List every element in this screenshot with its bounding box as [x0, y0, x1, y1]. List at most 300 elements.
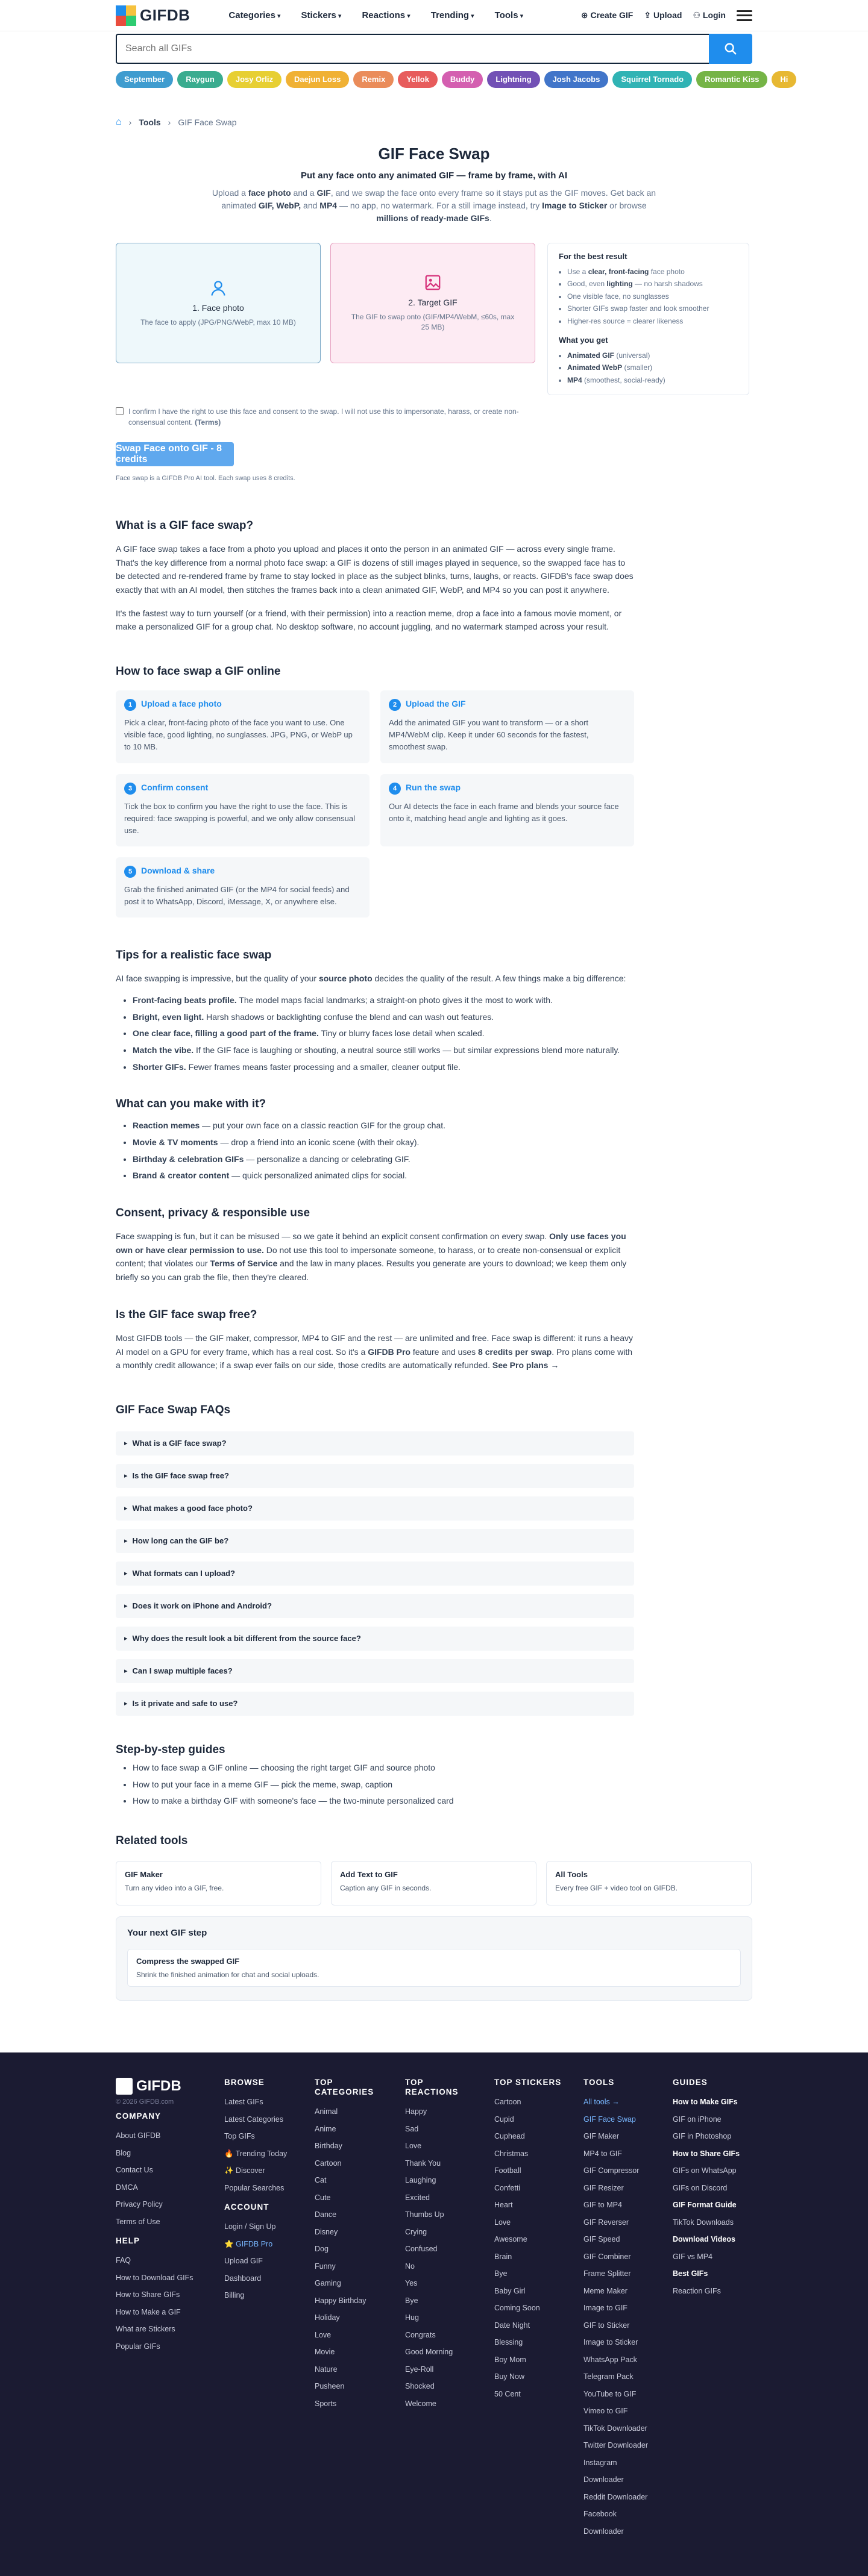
footer-link[interactable]: Popular Searches	[224, 2183, 285, 2192]
related-tool-card[interactable]	[546, 1861, 752, 1905]
plus-circle-icon: ⊕	[580, 10, 588, 20]
guides-heading: Step-by-step guides	[116, 1743, 225, 1756]
footer-link[interactable]: Bye	[405, 2296, 418, 2305]
free-paragraph	[116, 1331, 634, 1372]
footer-heading: BROWSE	[224, 2077, 265, 2087]
footer-link[interactable]: How to Share GIFs	[116, 2290, 180, 2299]
footer-link[interactable]: How to Share GIFs	[673, 2149, 740, 2158]
footer-link[interactable]: GIF Resizer	[583, 2183, 624, 2192]
step-header	[389, 699, 626, 711]
step-header	[124, 783, 361, 795]
footer-link[interactable]: Cuphead	[494, 2132, 525, 2141]
list-item-bold: Brand & creator content	[133, 1171, 230, 1181]
page-intro	[205, 187, 663, 225]
step-desc: Our AI detects the face in each frame and blends your source face onto it, matching head angle and lighting as it goes.	[389, 801, 619, 823]
footer-link[interactable]: Image to GIF	[583, 2304, 627, 2313]
footer-link[interactable]: Happy	[405, 2107, 427, 2116]
footer-link[interactable]: TikTok Downloader	[583, 2424, 647, 2433]
footer-link[interactable]: Cartoon	[315, 2159, 342, 2168]
consent-paragraph	[116, 1230, 634, 1284]
footer-link[interactable]: Twitter Downloader	[583, 2441, 648, 2450]
footer-link[interactable]: Sad	[405, 2124, 419, 2133]
footer-link[interactable]: Blessing	[494, 2338, 523, 2347]
footer-heading: GUIDES	[673, 2077, 708, 2087]
howto-step	[380, 690, 634, 763]
footer-columns	[116, 2078, 752, 2540]
trending-tag[interactable]: Squirrel Tornado	[612, 71, 692, 88]
list-item	[133, 1061, 634, 1074]
footer-link[interactable]: GIF to MP4	[583, 2201, 622, 2210]
list-item	[133, 1044, 634, 1057]
footer-link[interactable]: Date Night	[494, 2321, 530, 2330]
faq-item[interactable]: ▸ Is it private and safe to use?	[116, 1692, 634, 1716]
breadcrumb	[116, 117, 752, 128]
related-tool-desc: Every free GIF + video tool on GIFDB.	[555, 1883, 678, 1892]
footer-link[interactable]: GIF Face Swap	[583, 2115, 636, 2124]
list-item-bold: Match the vibe.	[133, 1045, 194, 1055]
footer-link[interactable]: Awesome	[494, 2235, 527, 2244]
tips-list	[116, 994, 634, 1074]
footer-link[interactable]: Baby Girl	[494, 2286, 526, 2295]
footer-link[interactable]: GIF Speed	[583, 2235, 620, 2244]
list-item	[133, 1119, 634, 1133]
footer-link[interactable]: Meme Maker	[583, 2286, 627, 2295]
footer-link[interactable]: Crying	[405, 2227, 427, 2236]
step-title: Run the swap	[406, 782, 461, 792]
consent-para-text: and the law in many places. Results you generate are yours to download; we keep them only briefly so you can grab the file, then they're cleared.	[116, 1258, 627, 1283]
footer-link[interactable]: Gaming	[315, 2279, 341, 2288]
output-format-item	[567, 374, 738, 386]
footer-link[interactable]: Disney	[315, 2227, 338, 2236]
footer-link[interactable]: Good Morning	[405, 2348, 453, 2357]
free-heading: Is the GIF face swap free?	[116, 1308, 257, 1321]
footer-link[interactable]: Eye-Roll	[405, 2365, 434, 2374]
consent-para-text: Face swapping is fun, but it can be misused — so we gate it behind an explicit consent confirmation on every swap.	[116, 1231, 550, 1242]
footer-link[interactable]: Download Videos	[673, 2235, 735, 2244]
footer-link[interactable]: Confetti	[494, 2183, 521, 2192]
breadcrumb-tools[interactable]: Tools	[139, 117, 161, 127]
list-item	[133, 1153, 634, 1166]
footer-link[interactable]: About GIFDB	[116, 2131, 161, 2140]
footer-link[interactable]: Dashboard	[224, 2274, 262, 2283]
footer-link[interactable]: Contact Us	[116, 2166, 153, 2175]
step-title: Upload the GIF	[406, 699, 466, 709]
footer-link[interactable]: ⭐ GIFDB Pro	[224, 2239, 273, 2248]
search-input[interactable]	[116, 34, 709, 64]
site-footer	[0, 2052, 868, 2576]
footer-link[interactable]: Latest GIFs	[224, 2098, 263, 2107]
consent-text	[128, 406, 538, 428]
step-number: 3	[124, 783, 136, 795]
faq-item[interactable]: ▸ Can I swap multiple faces?	[116, 1659, 634, 1683]
consent-heading: Consent, privacy & responsible use	[116, 1207, 310, 1220]
footer-link[interactable]: Football	[494, 2166, 521, 2175]
footer-link[interactable]: Sports	[315, 2399, 337, 2408]
free-para-text: Most GIFDB tools — the GIF maker, compressor, MP4 to GIF and the rest — are unlimited and free. Face swap is different: it runs a heavy AI model on a GPU for every frame, which has a real cost. So it's a	[116, 1333, 633, 1357]
footer-account	[224, 2202, 297, 2304]
footer-link[interactable]: YouTube to GIF	[583, 2389, 637, 2398]
step-header	[124, 699, 361, 711]
breadcrumb-current: GIF Face Swap	[178, 117, 237, 127]
footer-link[interactable]: Heart	[494, 2201, 513, 2210]
trending-tag[interactable]: Daejun Loss	[286, 71, 349, 88]
footer-link[interactable]: Cute	[315, 2193, 331, 2202]
howto-heading: How to face swap a GIF online	[116, 665, 281, 678]
trending-tags	[116, 71, 788, 89]
free-para-text: feature and uses	[410, 1346, 479, 1357]
upload-icon: ⇪	[644, 10, 652, 20]
footer-link[interactable]: Laughing	[405, 2176, 436, 2185]
step-number: 1	[124, 699, 136, 711]
howto-step	[116, 857, 370, 918]
trending-tag[interactable]: Josh Jacobs	[544, 71, 609, 88]
related-tool-title: Add Text to GIF	[340, 1869, 398, 1879]
hamburger-menu-icon[interactable]	[737, 10, 752, 21]
face-photo-dropzone[interactable]	[116, 243, 321, 363]
footer-link[interactable]: Cat	[315, 2176, 327, 2185]
guides-list	[116, 1762, 634, 1808]
trending-tag[interactable]: Josy Orliz	[227, 71, 281, 88]
footer-link[interactable]: Upload GIF	[224, 2257, 263, 2266]
best-bold: lighting	[606, 280, 633, 289]
free-para-text: . Pro plans come with a monthly credit allowance; if a swap ever fails on our side, those credits are automatically refunded.	[116, 1346, 633, 1371]
make-heading: What can you make with it?	[116, 1098, 266, 1111]
login-button[interactable]	[693, 10, 726, 20]
what-heading: What is a GIF face swap?	[116, 519, 254, 533]
footer-link[interactable]: Blog	[116, 2148, 131, 2157]
guide-link[interactable]: • How to face swap a GIF online — choosing the right target GIF and source photo	[133, 1762, 634, 1775]
swap-face-button[interactable]: Swap Face onto GIF - 8 credits	[116, 442, 234, 466]
tips-intro-bold: source photo	[318, 974, 373, 984]
footer-link[interactable]: Cupid	[494, 2115, 514, 2124]
footer-link[interactable]: Excited	[405, 2193, 430, 2202]
footer-link[interactable]: How to Make a GIF	[116, 2307, 181, 2316]
image-icon	[424, 274, 442, 292]
trending-tag[interactable]: Hi	[772, 71, 796, 88]
intro-text: Upload a	[212, 188, 248, 198]
footer-link[interactable]: Congrats	[405, 2330, 436, 2339]
best-result-item	[567, 315, 738, 327]
footer-company	[116, 2112, 206, 2230]
list-item-text: If the GIF face is laughing or shouting, a neutral source still works — but similar expressions blend more naturally.	[193, 1045, 620, 1055]
best-result-item	[567, 266, 738, 278]
trending-tag[interactable]: Yellok	[398, 71, 438, 88]
trending-tag[interactable]: September	[116, 71, 173, 88]
footer-link[interactable]: GIF Combiner	[583, 2252, 631, 2261]
footer-link[interactable]: Boy Mom	[494, 2355, 526, 2364]
best-text: — no harsh shadows	[632, 280, 703, 289]
trending-tag[interactable]: Buddy	[442, 71, 483, 88]
free-para-bold: 8 credits per swap	[478, 1346, 552, 1357]
footer-tools	[583, 2078, 655, 2540]
footer-link[interactable]: Reddit Downloader	[583, 2492, 648, 2501]
footer-link[interactable]: Hug	[405, 2313, 419, 2322]
faq-list	[116, 1431, 634, 1716]
footer-link[interactable]: Telegram Pack	[583, 2372, 634, 2381]
footer-link[interactable]: GIF to Sticker	[583, 2321, 630, 2330]
footer-link[interactable]: Love	[315, 2330, 332, 2339]
footer-link[interactable]: Welcome	[405, 2399, 436, 2408]
consent-para-text: Do not use this tool to impersonate someone, to harass, or to create non-consensual or explicit content; that violates our	[116, 1245, 621, 1269]
tool-footnote: Face swap is a GIFDB Pro AI tool. Each swap uses 8 credits.	[116, 475, 295, 483]
footer-link[interactable]: Funny	[315, 2262, 336, 2271]
footer-link[interactable]: Bye	[494, 2269, 508, 2278]
footer-link[interactable]: GIFs on Discord	[673, 2183, 728, 2192]
article	[116, 519, 634, 1808]
footer-link[interactable]: Privacy Policy	[116, 2200, 163, 2209]
list-item-bold: Movie & TV moments	[133, 1137, 218, 1148]
what-you-get-title: What you get	[559, 335, 608, 345]
footer-link[interactable]: Image to Sticker	[583, 2338, 638, 2347]
footer-link[interactable]: Frame Splitter	[583, 2269, 631, 2278]
footer-link[interactable]: Love	[494, 2218, 511, 2227]
footer-link[interactable]: Confused	[405, 2245, 438, 2254]
footer-heading: TOP REACTIONS	[405, 2077, 459, 2097]
trending-tag[interactable]: Remix	[353, 71, 394, 88]
intro-bold: MP4	[319, 201, 338, 210]
footer-link[interactable]: Shocked	[405, 2382, 435, 2391]
howto-steps	[116, 690, 634, 918]
footer-link[interactable]: Top GIFs	[224, 2132, 255, 2141]
footer-link[interactable]: Yes	[405, 2279, 418, 2288]
free-para-bold: GIFDB Pro	[368, 1346, 410, 1357]
footer-link[interactable]: Best GIFs	[673, 2269, 708, 2278]
header-actions	[581, 10, 752, 21]
list-item-bold: Front-facing beats profile.	[133, 995, 237, 1005]
best-result-list	[559, 266, 738, 327]
consent-para-bold: Only use faces you own or have clear permission to use.	[116, 1231, 626, 1255]
footer-browse	[224, 2078, 297, 2196]
search-button[interactable]	[709, 34, 752, 64]
format-name: MP4	[567, 375, 582, 384]
related-tools	[116, 1861, 752, 1905]
footer-link[interactable]: Popular GIFs	[116, 2342, 160, 2351]
tos-link[interactable]: Terms of Service	[210, 1258, 278, 1269]
home-icon[interactable]: ⌂	[116, 117, 122, 127]
related-heading: Related tools	[116, 1834, 188, 1847]
footer-link[interactable]: Movie	[315, 2348, 335, 2357]
faq-item[interactable]: ▸ Is the GIF face swap free?	[116, 1464, 634, 1488]
footer-link[interactable]: Facebook Downloader	[583, 2510, 624, 2536]
face-photo-desc: The face to apply (JPG/PNG/WebP, max 10 MB)	[140, 317, 296, 327]
face-photo-title: 1. Face photo	[192, 302, 244, 313]
create-gif-button[interactable]	[581, 10, 633, 20]
list-item-bold: One clear face, filling a good part of the frame.	[133, 1028, 319, 1039]
footer-heading: TOOLS	[583, 2077, 615, 2087]
footer-link[interactable]: ✨ Discover	[224, 2166, 265, 2175]
footer-link[interactable]: Terms of Use	[116, 2217, 160, 2226]
footer-link[interactable]: What are Stickers	[116, 2325, 175, 2334]
pro-plans-link[interactable]: See Pro plans →	[492, 1360, 559, 1371]
compress-title: Compress the swapped GIF	[136, 1956, 240, 1966]
footer-link[interactable]: All tools →	[583, 2098, 620, 2107]
user-icon: ⚇	[693, 10, 700, 20]
step-desc: Tick the box to confirm you have the right to use the face. This is required: face swapping is powerful, and we only allow consensual use.	[124, 801, 355, 835]
footer-link[interactable]: DMCA	[116, 2183, 138, 2192]
footer-link[interactable]: Anime	[315, 2124, 336, 2133]
footer-link[interactable]: Birthday	[315, 2142, 342, 2151]
list-item	[133, 1169, 634, 1183]
consent-checkbox[interactable]	[116, 407, 124, 415]
search-bar	[116, 34, 752, 64]
intro-text: — no app, no watermark. For a still image instead, try	[337, 201, 542, 210]
nav-tools[interactable]: Tools ▾	[495, 10, 523, 20]
footer-link[interactable]: Pusheen	[315, 2382, 345, 2391]
list-item-text: — quick personalized animated clips for social.	[229, 1171, 407, 1181]
related-tool-card[interactable]	[116, 1861, 321, 1905]
footer-link[interactable]: MP4 to GIF	[583, 2149, 622, 2158]
footer-link[interactable]: Christmas	[494, 2149, 529, 2158]
step-title: Confirm consent	[141, 782, 209, 792]
footer-link[interactable]: Buy Now	[494, 2372, 525, 2381]
footer-link[interactable]: Dog	[315, 2245, 329, 2254]
footer-top-categories	[315, 2078, 387, 2540]
trending-tag[interactable]: Lightning	[487, 71, 539, 88]
footer-link[interactable]: GIF Compressor	[583, 2166, 640, 2175]
list-item	[133, 1011, 634, 1024]
footer-link[interactable]: TikTok Downloads	[673, 2218, 734, 2227]
footer-link[interactable]: Animal	[315, 2107, 338, 2116]
intro-text: .	[489, 213, 492, 223]
footer-link[interactable]: Brain	[494, 2252, 512, 2261]
list-item-text: Tiny or blurry faces lose detail when scaled.	[318, 1028, 485, 1039]
footer-link[interactable]: How to Make GIFs	[673, 2098, 738, 2107]
best-text: Good, even	[567, 280, 607, 289]
what-paragraph: A GIF face swap takes a face from a photo you upload and places it onto the person in an animated GIF — across every single frame. That's the key difference from a normal photo face swap: a GIF is dozens of still images played in sequence, so the swapped face has to be detected and re-rendered frame by frame to stay locked in place as the subject blinks, turns, laughs, or reacts. GIFDB's face swap does exactly that with an AI model, then stitches the frames back into a clean animated GIF, WebP, and MP4 so you can post it anywhere.	[116, 544, 634, 595]
tips-sidebar	[547, 243, 749, 395]
trending-tag[interactable]: Raygun	[177, 71, 223, 88]
footer-link[interactable]: Happy Birthday	[315, 2296, 366, 2305]
trending-tag[interactable]: Romantic Kiss	[696, 71, 767, 88]
step-desc: Pick a clear, front-facing photo of the face you want to use. One visible face, good lighting, no sunglasses. JPG, PNG, or WebP up to 10 MB.	[124, 718, 353, 752]
related-tool-card[interactable]	[331, 1861, 536, 1905]
footer-link[interactable]: GIF Maker	[583, 2132, 620, 2141]
faq-item[interactable]: ▸ Does it work on iPhone and Android?	[116, 1594, 634, 1618]
list-item-text: — personalize a dancing or celebrating GIF.	[244, 1154, 410, 1164]
image-to-sticker-link[interactable]: Image to Sticker	[542, 201, 608, 210]
best-result-item	[567, 302, 738, 314]
intro-bold: GIF	[316, 188, 331, 198]
step-number: 2	[389, 699, 401, 711]
footer-link[interactable]: Dance	[315, 2210, 337, 2219]
nav-stickers[interactable]: Stickers ▾	[301, 10, 342, 20]
footer-heading: COMPANY	[116, 2111, 162, 2121]
guide-link[interactable]: • How to make a birthday GIF with someone's face — the two-minute personalized card	[133, 1795, 634, 1808]
step-title: Upload a face photo	[141, 699, 222, 709]
intro-text: and	[301, 201, 320, 210]
best-text: Shorter GIFs swap faster and look smoother	[567, 304, 709, 313]
footer-link[interactable]: GIF Format Guide	[673, 2201, 737, 2210]
footer-link[interactable]: Reaction GIFs	[673, 2286, 721, 2295]
logo-mark-icon	[116, 2078, 133, 2095]
footer-help	[116, 2236, 206, 2355]
faq-item[interactable]: ▸ Why does the result look a bit different from the source face?	[116, 1627, 634, 1651]
tips-intro-text: decides the quality of the result. A few things make a big difference:	[372, 974, 626, 984]
consent-row	[116, 406, 538, 428]
search-icon	[724, 42, 737, 55]
footer-heading: TOP STICKERS	[494, 2077, 562, 2087]
howto-step	[116, 690, 370, 763]
list-item	[133, 1136, 634, 1149]
footer-link[interactable]: Billing	[224, 2291, 245, 2300]
footer-link[interactable]: GIF vs MP4	[673, 2252, 712, 2261]
make-list	[116, 1119, 634, 1183]
step-header	[124, 866, 361, 878]
user-icon	[209, 279, 227, 297]
list-item-bold: Shorter GIFs.	[133, 1061, 186, 1072]
footer-link[interactable]: 🔥 Trending Today	[224, 2149, 288, 2158]
upload-button[interactable]	[644, 10, 682, 20]
faq-item[interactable]: ▸ What is a GIF face swap?	[116, 1431, 634, 1455]
footer-link[interactable]: 50 Cent	[494, 2389, 521, 2398]
browse-gifs-link[interactable]: millions of ready-made GIFs	[376, 213, 489, 223]
footer-link[interactable]: Thank You	[405, 2159, 441, 2168]
footer-link[interactable]: Latest Categories	[224, 2115, 283, 2124]
target-gif-title: 2. Target GIF	[408, 298, 458, 308]
footer-col-browse	[224, 2078, 297, 2540]
footer-top-reactions	[405, 2078, 476, 2540]
footer-link[interactable]: No	[405, 2262, 415, 2271]
next-step-card	[116, 1916, 752, 2001]
faq-item[interactable]: ▸ How long can the GIF be?	[116, 1529, 634, 1553]
footer-link[interactable]: GIFs on WhatsApp	[673, 2166, 737, 2175]
faq-item[interactable]: ▸ What formats can I upload?	[116, 1562, 634, 1586]
footer-link[interactable]: Vimeo to GIF	[583, 2407, 628, 2416]
nav-trending[interactable]: Trending ▾	[431, 10, 474, 20]
footer-link[interactable]: GIF on iPhone	[673, 2115, 722, 2124]
faq-item[interactable]: ▸ What makes a good face photo?	[116, 1496, 634, 1521]
compress-desc: Shrink the finished animation for chat and social uploads.	[136, 1970, 319, 1979]
footer-link[interactable]: Holiday	[315, 2313, 340, 2322]
upload-label: Upload	[653, 10, 682, 20]
intro-bold: GIF, WebP,	[258, 201, 301, 210]
what-you-get-list	[559, 349, 738, 386]
step-number: 4	[389, 783, 401, 795]
terms-link[interactable]: (Terms)	[195, 418, 221, 427]
footer-link[interactable]: Thumbs Up	[405, 2210, 444, 2219]
best-text: One visible face, no sunglasses	[567, 292, 669, 301]
guide-link[interactable]: • How to put your face in a meme GIF — pick the meme, swap, caption	[133, 1778, 634, 1792]
footer-link[interactable]: Instagram Downloader	[583, 2458, 624, 2484]
footer-link[interactable]: Coming Soon	[494, 2304, 540, 2313]
footer-link[interactable]: Nature	[315, 2365, 338, 2374]
nav-categories[interactable]: Categories ▾	[228, 10, 280, 20]
intro-bold: face photo	[248, 188, 291, 198]
format-note: (smaller)	[622, 363, 653, 372]
format-note: (universal)	[614, 351, 650, 360]
target-gif-dropzone[interactable]	[330, 243, 535, 363]
footer-link[interactable]: Login / Sign Up	[224, 2222, 276, 2231]
footer-link[interactable]: GIF in Photoshop	[673, 2132, 732, 2141]
footer-link[interactable]: GIF Reverser	[583, 2218, 629, 2227]
footer-link[interactable]: How to Download GIFs	[116, 2273, 193, 2282]
nav-reactions[interactable]: Reactions ▾	[362, 10, 410, 20]
footer-link[interactable]: FAQ	[116, 2256, 131, 2265]
intro-text: or browse	[607, 201, 647, 210]
site-logo[interactable]	[116, 5, 190, 26]
list-item-bold: Bright, even light.	[133, 1011, 204, 1022]
footer-logo[interactable]	[116, 2078, 206, 2095]
footer-link[interactable]: Love	[405, 2142, 422, 2151]
consent-label: I confirm I have the right to use this face and consent to the swap. I will not use this to impersonate, harass, or create non-consensual content.	[128, 407, 519, 427]
footer-link[interactable]: Cartoon	[494, 2098, 521, 2107]
related-tool-title: GIF Maker	[125, 1869, 163, 1879]
compress-tool-link[interactable]	[127, 1949, 741, 1987]
footer-link[interactable]: WhatsApp Pack	[583, 2355, 637, 2364]
related-tool-desc: Caption any GIF in seconds.	[340, 1883, 432, 1892]
output-format-item	[567, 361, 738, 374]
howto-step	[116, 774, 370, 846]
